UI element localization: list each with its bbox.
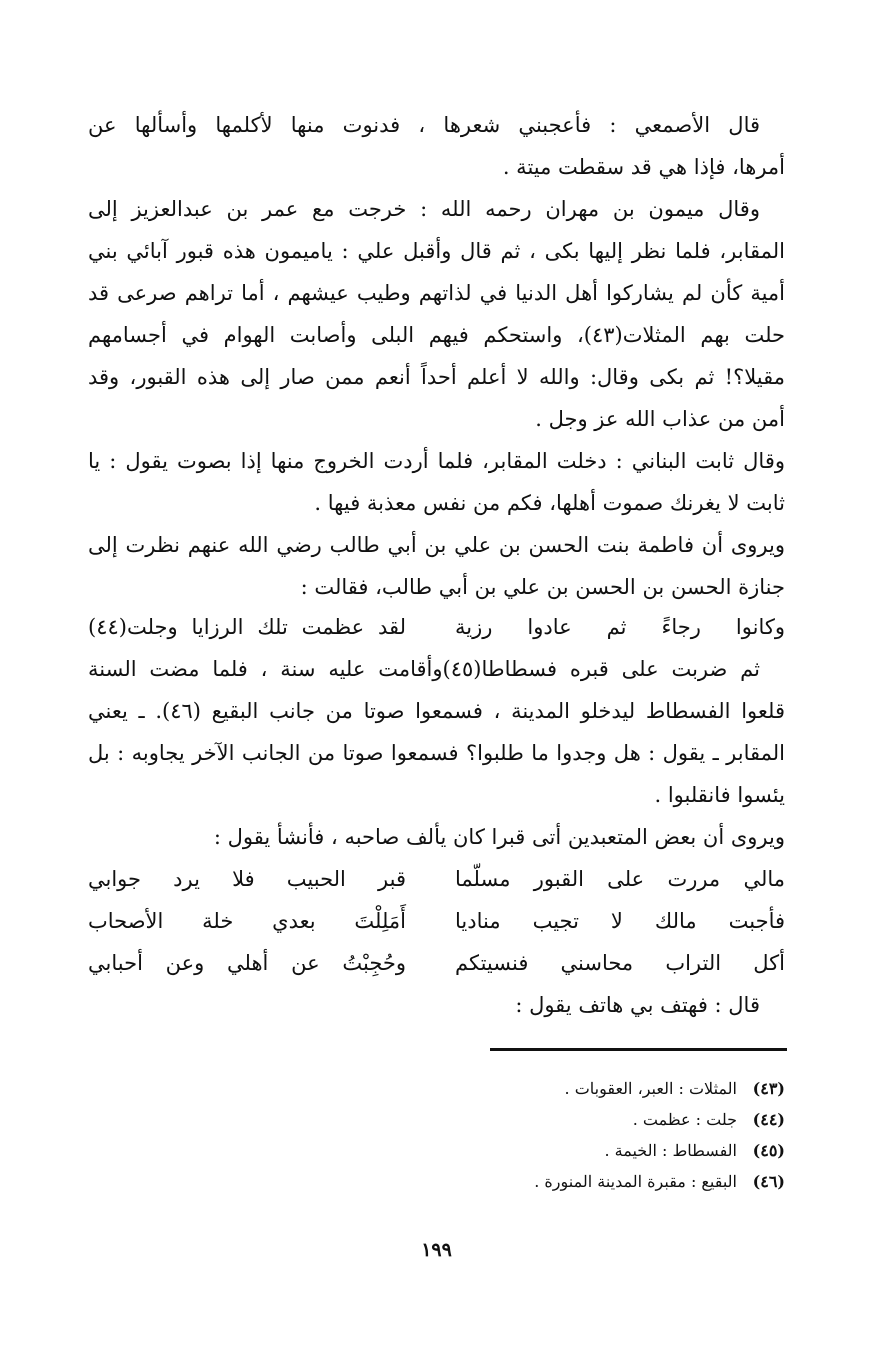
- body-line: ويروى أن بعض المتعبدين أتى قبرا كان يألف صاحبه ، فأنشأ يقول :: [213, 825, 785, 849]
- body-line: ثم ضربت على قبره فسطاطا(٤٥)وأقامت عليه سنة ، فلما مضت السنة: [88, 657, 761, 681]
- footnote-text: البقيع : مقبرة المدينة المنورة .: [534, 1172, 737, 1191]
- body-line: أمن من عذاب الله عز وجل .: [535, 407, 785, 431]
- verse-second-hemistich: وحُجِبْتُ عن أهلي وعن أحبابي: [88, 951, 406, 975]
- body-line: مقيلا؟! ثم بكى وقال: والله لا أعلم أحداً أنعم ممن صار إلى هذه القبور، وقد: [88, 365, 785, 389]
- verse-line: [88, 948, 785, 978]
- footnote-divider: [490, 1048, 787, 1051]
- footnote: [534, 1171, 785, 1193]
- body-line: أمرها، فإذا هي قد سقطت ميتة .: [502, 155, 785, 179]
- footnote: [633, 1109, 785, 1131]
- verse-first-hemistich: فأجبت مالك لا تجيب مناديا: [455, 909, 785, 933]
- body-line: المقابر، فلما نظر إليها بكى ، ثم قال وأقبل علي : ياميمون هذه قبور آبائي بني: [88, 239, 785, 263]
- body-line: حلت بهم المثلات(٤٣)، واستحكم فيهم البلى وأصابت الهوام في أجسامهم: [88, 323, 785, 347]
- body-line: ويروى أن فاطمة بنت الحسن بن علي بن أبي طالب رضي الله عنهم نظرت إلى: [88, 533, 785, 557]
- footnote-number: (٤٤): [752, 1110, 785, 1129]
- body-line: قال : فهتف بي هاتف يقول :: [515, 993, 760, 1017]
- footnote-number: (٤٥): [752, 1141, 785, 1160]
- verse-first-hemistich: مالي مررت على القبور مسلّما: [455, 867, 785, 891]
- footnote-text: الفسطاط : الخيمة .: [604, 1141, 737, 1160]
- body-line: قلعوا الفسطاط ليدخلو المدينة ، فسمعوا صوتا من جانب البقيع (٤٦). ـ يعني: [88, 699, 785, 723]
- verse-second-hemistich: لقد عظمت تلك الرزايا وجلت(٤٤): [88, 615, 406, 639]
- body-line: المقابر ـ يقول : هل وجدوا ما طلبوا؟ فسمعوا صوتا من الجانب الآخر يجاوبه : بل: [88, 741, 785, 765]
- footnote-text: جلت : عظمت .: [632, 1110, 737, 1129]
- footnote-number: (٤٦): [752, 1172, 785, 1191]
- body-line: ثابت لا يغرنك صموت أهلها، فكم من نفس معذبة فيها .: [314, 491, 785, 515]
- verse-second-hemistich: أَمَلِلْتَ بعدي خلة الأصحاب: [88, 909, 406, 933]
- verse-second-hemistich: قبر الحبيب فلا يرد جوابي: [88, 867, 406, 891]
- verse-line: [88, 612, 785, 642]
- page-number: ١٩٩: [421, 1239, 452, 1261]
- body-line: أمية كأن لم يشاركوا أهل الدنيا في لذاتهم وطيب عيشهم ، أما تراهم صرعى قد: [88, 281, 785, 305]
- verse-line: [88, 864, 785, 894]
- body-line: وقال ميمون بن مهران رحمه الله : خرجت مع عمر بن عبدالعزيز إلى: [88, 197, 760, 221]
- body-line: يئسوا فانقلبوا .: [654, 783, 785, 807]
- verse-line: [88, 906, 785, 936]
- body-line: وقال ثابت البناني : دخلت المقابر، فلما أردت الخروج منها إذا بصوت يقول : يا: [88, 449, 785, 473]
- body-line: جنازة الحسن بن الحسن بن علي بن أبي طالب، فقالت :: [300, 575, 785, 599]
- footnote-number: (٤٣): [752, 1079, 785, 1098]
- footnote-text: المثلات : العبر، العقوبات .: [564, 1079, 737, 1098]
- footnote: [565, 1078, 785, 1100]
- verse-first-hemistich: أكل التراب محاسني فنسيتكم: [455, 951, 785, 975]
- footnote: [604, 1140, 785, 1162]
- body-line: قال الأصمعي : فأعجبني شعرها ، فدنوت منها لأكلمها وأسألها عن: [88, 113, 760, 137]
- verse-first-hemistich: وكانوا رجاءً ثم عادوا رزية: [455, 615, 785, 639]
